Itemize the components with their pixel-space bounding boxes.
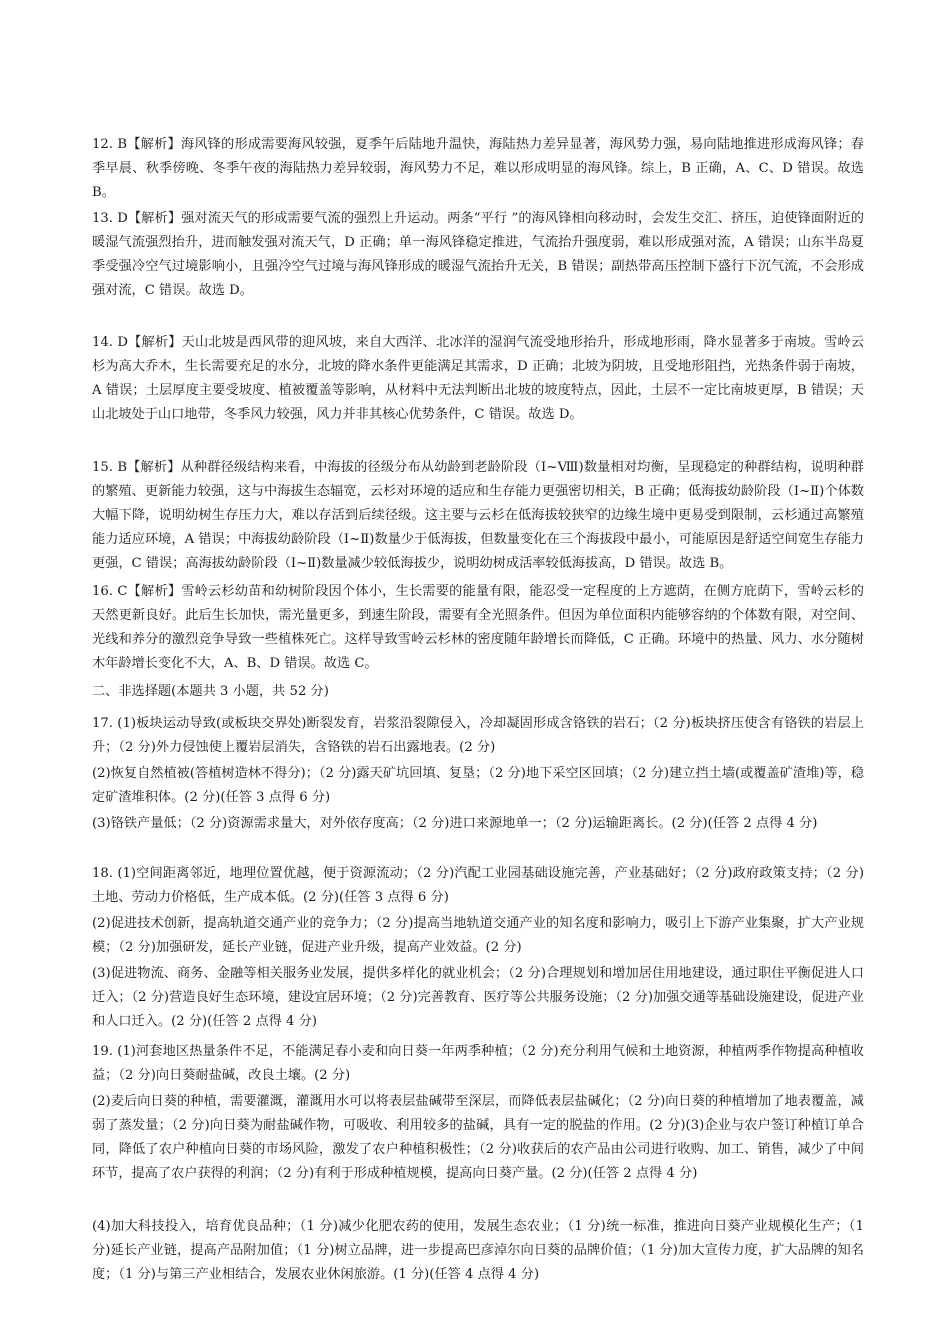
answer-19-1: 19. (1)河套地区热量条件不足，不能满足春小麦和向日葵一年两季种植；（2 分)充分利用气候和土地资源，种植两季作物提高种植收益；（2 分)向日葵耐盐碱，改良土壤。(2 分) <box>92 1044 864 1083</box>
answer-13: 13. D【解析】强对流天气的形成需要气流的强烈上升运动。两条“平行 ”的海风锋相向移动时，会发生交汇、挤压，迫使锋面附近的暖湿气流强烈抬升，进而触发强对流天气，D 正确；单一海风锋稳定推进，气流抬升强度弱，难以形成强对流，A 错误；山东半岛夏季受强冷空气过境影响小，且强冷空气过境与海风锋形成的暖湿气流抬升无关，B 错误；副热带高压控制下盛行下沉气流，不会形成强对流，C 错误。故选 D。 <box>92 211 864 298</box>
answer-12: 12. B【解析】海风锋的形成需要海风较强，夏季午后陆地升温快，海陆热力差异显著，海风势力强，易向陆地推进形成海风锋；春季早晨、秋季傍晚、冬季午夜的海陆热力差异较弱，海风势力不足，难以形成明显的海风锋。综上，B 正确，A、C、D 错误。故选 B。 <box>92 137 864 200</box>
answer-18-1: 18. (1)空间距离邻近，地理位置优越，便于资源流动；（2 分)汽配工业园基础设施完善，产业基础好；（2 分)政府政策支持；（2 分)土地、劳动力价格低，生产成本低。(2 分)(任答 3 点得 6 分) <box>92 866 864 905</box>
answer-19-4: (4)加大科技投入，培育优良品种；（1 分)减少化肥农药的使用，发展生态农业；（1 分)统一标准，推进向日葵产业规模化生产；（1 分)延长产业链，提高产品附加值；（1 分)树立品牌，进一步提高巴彦淖尔向日葵的品牌价值；（1 分)加大宣传力度，扩大品牌的知名度；（1 分)与第三产业相结合，发展农业休闲旅游。(1 分)(任答 4 点得 4 分) <box>92 1219 864 1282</box>
answer-18-2: (2)促进技术创新，提高轨道交通产业的竞争力；（2 分)提高当地轨道交通产业的知名度和影响力，吸引上下游产业集聚，扩大产业规模；（2 分)加强研发，延长产业链，促进产业升级，提高产业效益。(2 分) <box>92 916 864 955</box>
answer-19-2-3: (2)麦后向日葵的种植，需要灌溉，灌溉用水可以将表层盐碱带至深层，而降低表层盐碱化；（2 分)向日葵的种植增加了地表覆盖，减弱了蒸发量；（2 分)向日葵为耐盐碱作物，可吸收、利用较多的盐碱，具有一定的脱盐的作用。(2 分)(3)企业与农户签订种植订单合同，降低了农户种植向日葵的市场风险，激发了农户种植积极性；（2 分)收获后的农产品由公司进行收购、加工、销售，减少了中间环节，提高了农户获得的利润；（2 分)有利于形成种植规模，提高向日葵产量。(2 分)(任答 2 点得 4 分) <box>92 1094 864 1181</box>
answer-18-3: (3)促进物流、商务、金融等相关服务业发展，提供多样化的就业机会；（2 分)合理规划和增加居住用地建设，通过职住平衡促进人口迁入；（2 分)营造良好生态环境，建设宜居环境；（2 分)完善教育、医疗等公共服务设施；（2 分)加强交通等基础设施建设，促进产业和人口迁入。(2 分)(任答 2 点得 4 分) <box>92 966 864 1029</box>
answer-17-1: 17. (1)板块运动导致(或板块交界处)断裂发育，岩浆沿裂隙侵入，冷却凝固形成含铬铁的岩石；（2 分)板块挤压使含有铬铁的岩层上升；（2 分)外力侵蚀使上覆岩层消失，含铬铁的岩石出露地表。(2 分) <box>92 716 864 755</box>
answer-17-3: (3)铬铁产量低；（2 分)资源需求量大，对外依存度高；（2 分)进口来源地单一；（2 分)运输距离长。(2 分)(任答 2 点得 4 分) <box>92 816 818 831</box>
answer-15: 15. B【解析】从种群径级结构来看，中海拔的径级分布从幼龄到老龄阶段（Ⅰ~Ⅷ)数量相对均衡，呈现稳定的种群结构，说明种群的繁殖、更新能力较强，这与中海拔生态辐宽，云杉对环境的适应和生存能力更强密切相关，B 正确；低海拔幼龄阶段（Ⅰ~Ⅱ)个体数大幅下降，说明幼树生存压力大，难以存活到后续径级。这主要与云杉在低海拔较狭窄的边缘生境中更易受到限制，云杉通过高繁殖能力适应环境，A 错误；中海拔幼龄阶段（Ⅰ~Ⅱ)数量少于低海拔，但数量变化在三个海拔段中最小，可能原因是舒适空间宽生存能力更强，C 错误；高海拔幼龄阶段（Ⅰ~Ⅱ)数量减少较低海拔少，说明幼树成活率较低海拔高，D 错误。故选 B。 <box>92 460 864 571</box>
section-heading: 二、非选择题(本题共 3 小题，共 52 分) <box>92 684 329 699</box>
answer-17-2: (2)恢复自然植被(答植树造林不得分)；（2 分)露天矿坑回填、复垦；（2 分)地下采空区回填；（2 分)建立挡土墙(或覆盖矿渣堆)等，稳定矿渣堆积体。(2 分)(任答 3 点得 6 分) <box>92 766 864 805</box>
answer-16: 16. C【解析】雪岭云杉幼苗和幼树阶段因个体小，生长需要的能量有限，能忍受一定程度的上方遮荫，在侧方庇荫下，雪岭云杉的天然更新良好。此后生长加快，需光量更多，到速生阶段，需要有全光照条件。但因为单位面积内能够容纳的个体数有限，对空间、光线和养分的激烈竞争导致一些植株死亡。这样导致雪岭云杉林的密度随年龄增长而降低，C 正确。环境中的热量、风力、水分随树木年龄增长变化不大，A、B、D 错误。故选 C。 <box>92 584 864 671</box>
answer-14: 14. D【解析】天山北坡是西风带的迎风坡，来自大西洋、北冰洋的湿润气流受地形抬升，形成地形雨，降水显著多于南坡。雪岭云杉为高大乔木，生长需要充足的水分，北坡的降水条件更能满足其需求，D 正确；北坡为阴坡，且受地形阻挡，光热条件弱于南坡，A 错误；土层厚度主要受坡度、植被覆盖等影响，从材料中无法判断出北坡的坡度特点，因此，土层不一定比南坡更厚，B 错误；天山北坡处于山口地带，冬季风力较强，风力并非其核心优势条件，C 错误。故选 D。 <box>92 335 864 422</box>
